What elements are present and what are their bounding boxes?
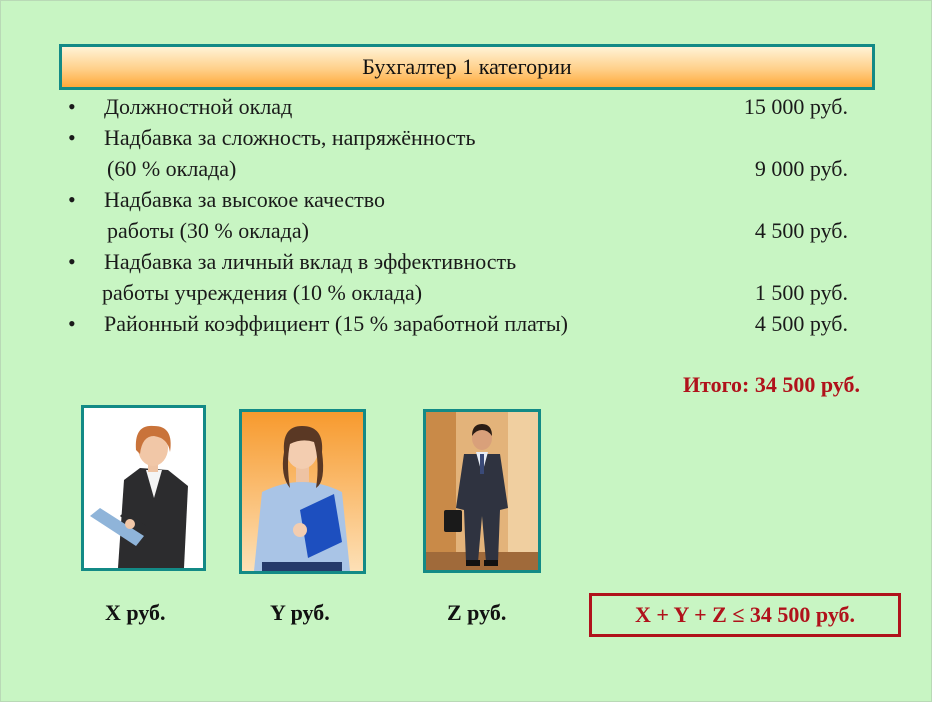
item-amount: 4 500 руб.: [754, 218, 848, 243]
employee-label-y: Y руб.: [270, 600, 330, 625]
item-label-detail: работы (30 % оклада): [107, 218, 309, 243]
total-amount: Итого: 34 500 руб.: [682, 372, 860, 397]
item-label: Должностной оклад: [104, 94, 293, 119]
list-item-continuation: [0, 216, 932, 246]
slide-title: [59, 44, 875, 90]
item-amount: 1 500 руб.: [754, 280, 848, 305]
bullet: •: [68, 311, 76, 336]
employee-photo-y: [239, 409, 366, 574]
item-label: Надбавка за личный вклад в эффективность: [104, 249, 517, 274]
bullet: •: [68, 125, 76, 150]
list-item-continuation: [0, 278, 932, 308]
employee-photo-x: [81, 405, 206, 571]
list-item: [0, 123, 932, 153]
item-label-detail: работы учреждения (10 % оклада): [102, 280, 423, 305]
employee-label-x: X руб.: [105, 600, 166, 625]
list-item: [0, 92, 932, 122]
list-item: [0, 185, 932, 215]
item-amount: 15 000 руб.: [743, 94, 848, 119]
person-illustration: [242, 412, 363, 571]
formula-box: [589, 593, 901, 637]
person-illustration: [426, 412, 538, 570]
bullet: •: [68, 187, 76, 212]
item-amount: 4 500 руб.: [754, 311, 848, 336]
formula-text: X + Y + Z ≤ 34 500 руб.: [634, 602, 856, 627]
list-item-continuation: [0, 154, 932, 184]
bullet: •: [68, 94, 76, 119]
slide-title-text: Бухгалтер 1 категории: [362, 54, 572, 79]
employee-photo-z: [423, 409, 541, 573]
employee-label-z: Z руб.: [447, 600, 507, 625]
item-label: Надбавка за сложность, напряжённость: [104, 125, 476, 150]
person-illustration: [84, 408, 203, 568]
bullet: •: [68, 249, 76, 274]
item-amount: 9 000 руб.: [754, 156, 848, 181]
item-label-detail: (60 % оклада): [107, 156, 237, 181]
item-label: Районный коэффициент (15 % заработной платы): [104, 311, 568, 336]
list-item: [0, 309, 932, 339]
item-label: Надбавка за высокое качество: [104, 187, 386, 212]
list-item: [0, 247, 932, 277]
